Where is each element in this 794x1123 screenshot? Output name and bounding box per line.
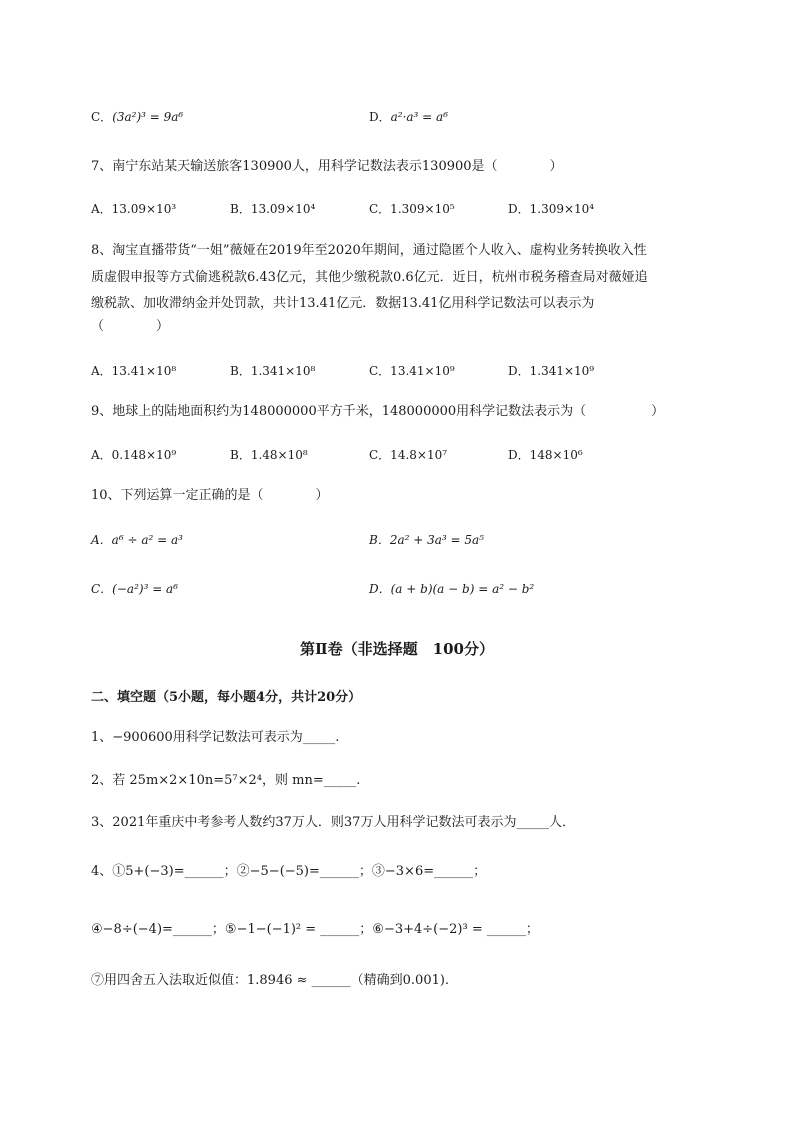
q10-option-a: A．a⁶ ÷ a² = a³ bbox=[91, 533, 183, 547]
part2-title: 第Ⅱ卷（非选择题 100分） bbox=[300, 640, 494, 658]
fill-q4-line-3: ⑦用四舍五入法取近似值：1.8946 ≈ ______（精确到0.001). bbox=[91, 973, 450, 988]
section2-title: 二、填空题（5小题，每小题4分，共计20分） bbox=[91, 690, 362, 705]
q7-option-d: D．1.309×10⁴ bbox=[508, 202, 595, 216]
q6-option-d-expr: a²·a³ = a⁶ bbox=[390, 110, 449, 124]
q8-stem-line-4: （ ） bbox=[91, 319, 170, 334]
q10-option-d: D．(a + b)(a − b) = a² − b² bbox=[369, 582, 535, 596]
fill-q3: 3、2021年重庆中考参考人数约37万人．则37万人用科学记数法可表示为_____人． bbox=[91, 815, 575, 830]
q8-option-a: A．13.41×10⁸ bbox=[91, 364, 177, 378]
q9-option-b: B．1.48×10⁸ bbox=[230, 448, 308, 462]
q8-option-b: B．1.341×10⁸ bbox=[230, 364, 316, 378]
q8-option-d: D．1.341×10⁹ bbox=[508, 364, 595, 378]
q8-stem-line-1: 8、淘宝直播带货“一姐”薇娅在2019年至2020年期间，通过隐匿个人收入、虚构业务转换收入性 bbox=[91, 243, 647, 258]
fill-q4-line-2: ④−8÷(−4)=______；⑤−1−(−1)² = ______；⑥−3+4÷(−2)³ = ______； bbox=[91, 922, 539, 937]
q10-option-b: B．2a² + 3a³ = 5a⁵ bbox=[369, 533, 484, 547]
fill-q1: 1、−900600用科学记数法可表示为_____. bbox=[91, 730, 340, 745]
q8-stem-line-2: 质虚假申报等方式偷逃税款6.43亿元，其他少缴税款0.6亿元．近日，杭州市税务稽查局对薇娅追 bbox=[91, 270, 648, 285]
fill-q2: 2、若 25m×2×10n=5⁷×2⁴，则 mn=_____. bbox=[91, 773, 361, 788]
q7-option-b: B．13.09×10⁴ bbox=[230, 202, 316, 216]
q10-option-c: C．(−a²)³ = a⁶ bbox=[91, 582, 179, 596]
q6-option-d-label: D． bbox=[369, 110, 391, 124]
q9-option-d: D．148×10⁶ bbox=[508, 448, 583, 462]
q9-option-c: C．14.8×10⁷ bbox=[369, 448, 448, 462]
q7-option-c: C．1.309×10⁵ bbox=[369, 202, 455, 216]
q7-option-a: A．13.09×10³ bbox=[91, 202, 177, 216]
q6-option-c-label: C． bbox=[91, 110, 113, 124]
q9-option-a: A．0.148×10⁹ bbox=[91, 448, 177, 462]
q6-option-c bbox=[91, 108, 183, 126]
q9-stem: 9、地球上的陆地面积约为148000000平方千米，148000000用科学记数法表示为（ ） bbox=[91, 404, 665, 419]
q6-option-d bbox=[369, 108, 448, 126]
q6-option-c-expr: (3a²)³ = 9a⁶ bbox=[112, 110, 184, 124]
q8-stem-line-3: 缴税款、加收滞纳金并处罚款，共计13.41亿元．数据13.41亿用科学记数法可以表示为 bbox=[91, 296, 595, 311]
q10-stem: 10、下列运算一定正确的是（ ） bbox=[91, 488, 329, 503]
q7-stem: 7、南宁东站某天输送旅客130900人，用科学记数法表示130900是（ ） bbox=[91, 159, 563, 174]
q8-option-c: C．13.41×10⁹ bbox=[369, 364, 455, 378]
fill-q4-line-1: 4、①5+(−3)=______；②−5−(−5)=______；③−3×6=______； bbox=[91, 864, 487, 879]
